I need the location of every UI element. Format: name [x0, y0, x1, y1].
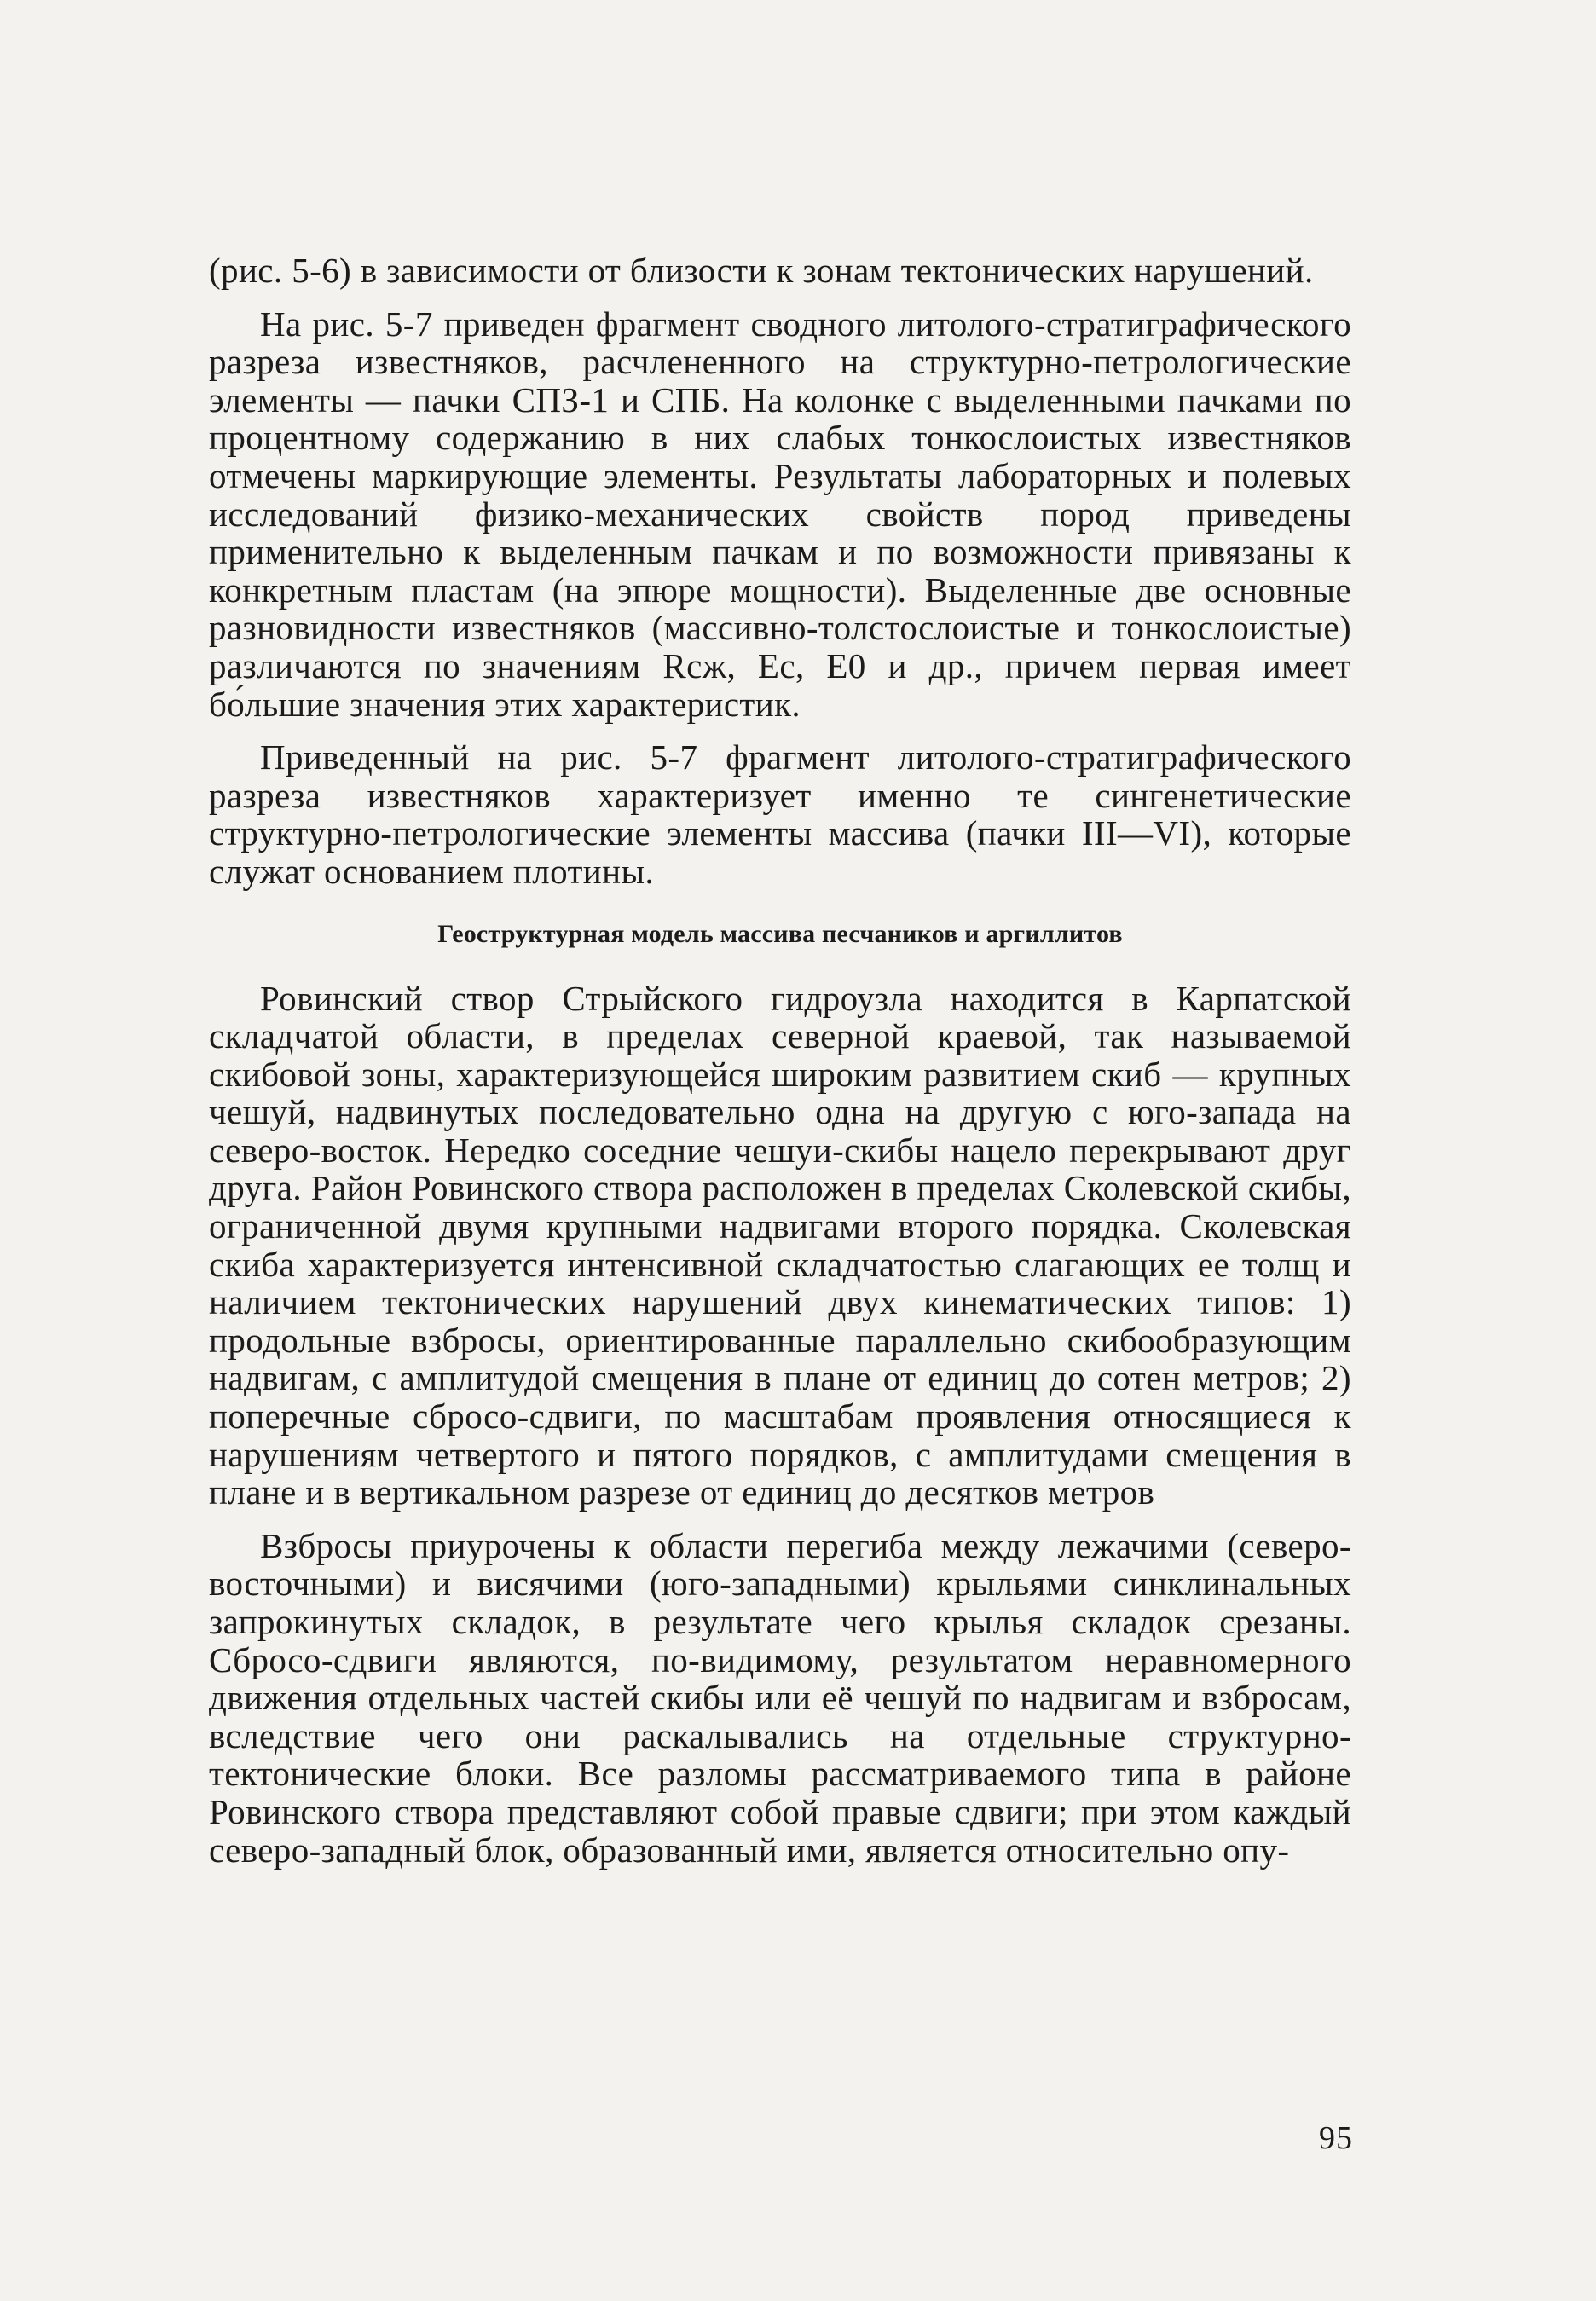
- paragraph-faults: Взбросы приурочены к области перегиба между лежачими (северо-восточными) и висячими (юго-западными) крыльями синклинальных запрокинутых складок, в результате чего крылья складок срезаны. Сбросо-сдвиги являются, по-видимому, результатом неравномерного движения отдельных частей скибы или её чешуй по надвигам и взбросам, вследствие чего они раскалывались на отдельные структурно-тектонические блоки. Все разломы рассматриваемого типа в районе Ровинского створа представляют собой правые сдвиги; при этом каждый северо-западный блок, образованный ими, является относительно опу-: [209, 1525, 1351, 1870]
- paragraph-fragment-description: Приведенный на рис. 5-7 фрагмент литолого-стратиграфического разреза известняков характеризует именно те сингенетические структурно-петрологические элементы массива (пачки III—VI), которые служат основанием плотины.: [209, 737, 1351, 891]
- section-heading: Геоструктурная модель массива песчаников и аргиллитов: [437, 919, 1123, 948]
- paragraph-continuation: (рис. 5-6) в зависимости от близости к зонам тектонических нарушений.: [209, 251, 1314, 290]
- paragraph-stratigraphic-section: На рис. 5-7 приведен фрагмент сводного литолого-стратиграфического разреза известняков, расчлененного на структурно-петрологические элементы — пачки СПЗ-1 и СПБ. На колонке с выделенными пачками по процентному содержанию в них слабых тонкослоистых известняков отмечены маркирующие элементы. Результаты лабораторных и полевых исследований физико-механических свойств пород приведены применительно к выделенным пачкам и по возможности привязаны к конкретным пластам (на эпюре мощности). Выделенные две основные разновидности известняков (массивно-толстослоистые и тонкослоистые) различаются по значениям Rсж, Ес, Е0 и др., причем первая имеет бо́льшие значения этих характеристик.: [209, 304, 1351, 724]
- body-text: [209, 251, 1351, 1869]
- paragraph-rovinsky-site: Ровинский створ Стрыйского гидроузла находится в Карпатской складчатой области, в пределах северной краевой, так называемой скибовой зоны, характеризующейся широким развитием скиб — крупных чешуй, надвинутых последовательно одна на другую с юго-запада на северо-восток. Нередко соседние чешуи-скибы нацело перекрывают друг друга. Район Ровинского створа расположен в пределах Сколевской скибы, ограниченной двумя крупными надвигами второго порядка. Сколевская скиба характеризуется интенсивной складчатостью слагающих ее толщ и наличием тектонических нарушений двух кинематических типов: 1) продольные взбросы, ориентированные параллельно скибообразующим надвигам, с амплитудой смещения в плане от единиц до сотен метров; 2) поперечные сбросо-сдвиги, по масштабам проявления относящиеся к нарушениям четвертого и пятого порядков, с амплитудами смещения в плане и в вертикальном разрезе от единиц до десятков метров: [209, 978, 1351, 1512]
- page-number: 95: [1319, 2120, 1353, 2156]
